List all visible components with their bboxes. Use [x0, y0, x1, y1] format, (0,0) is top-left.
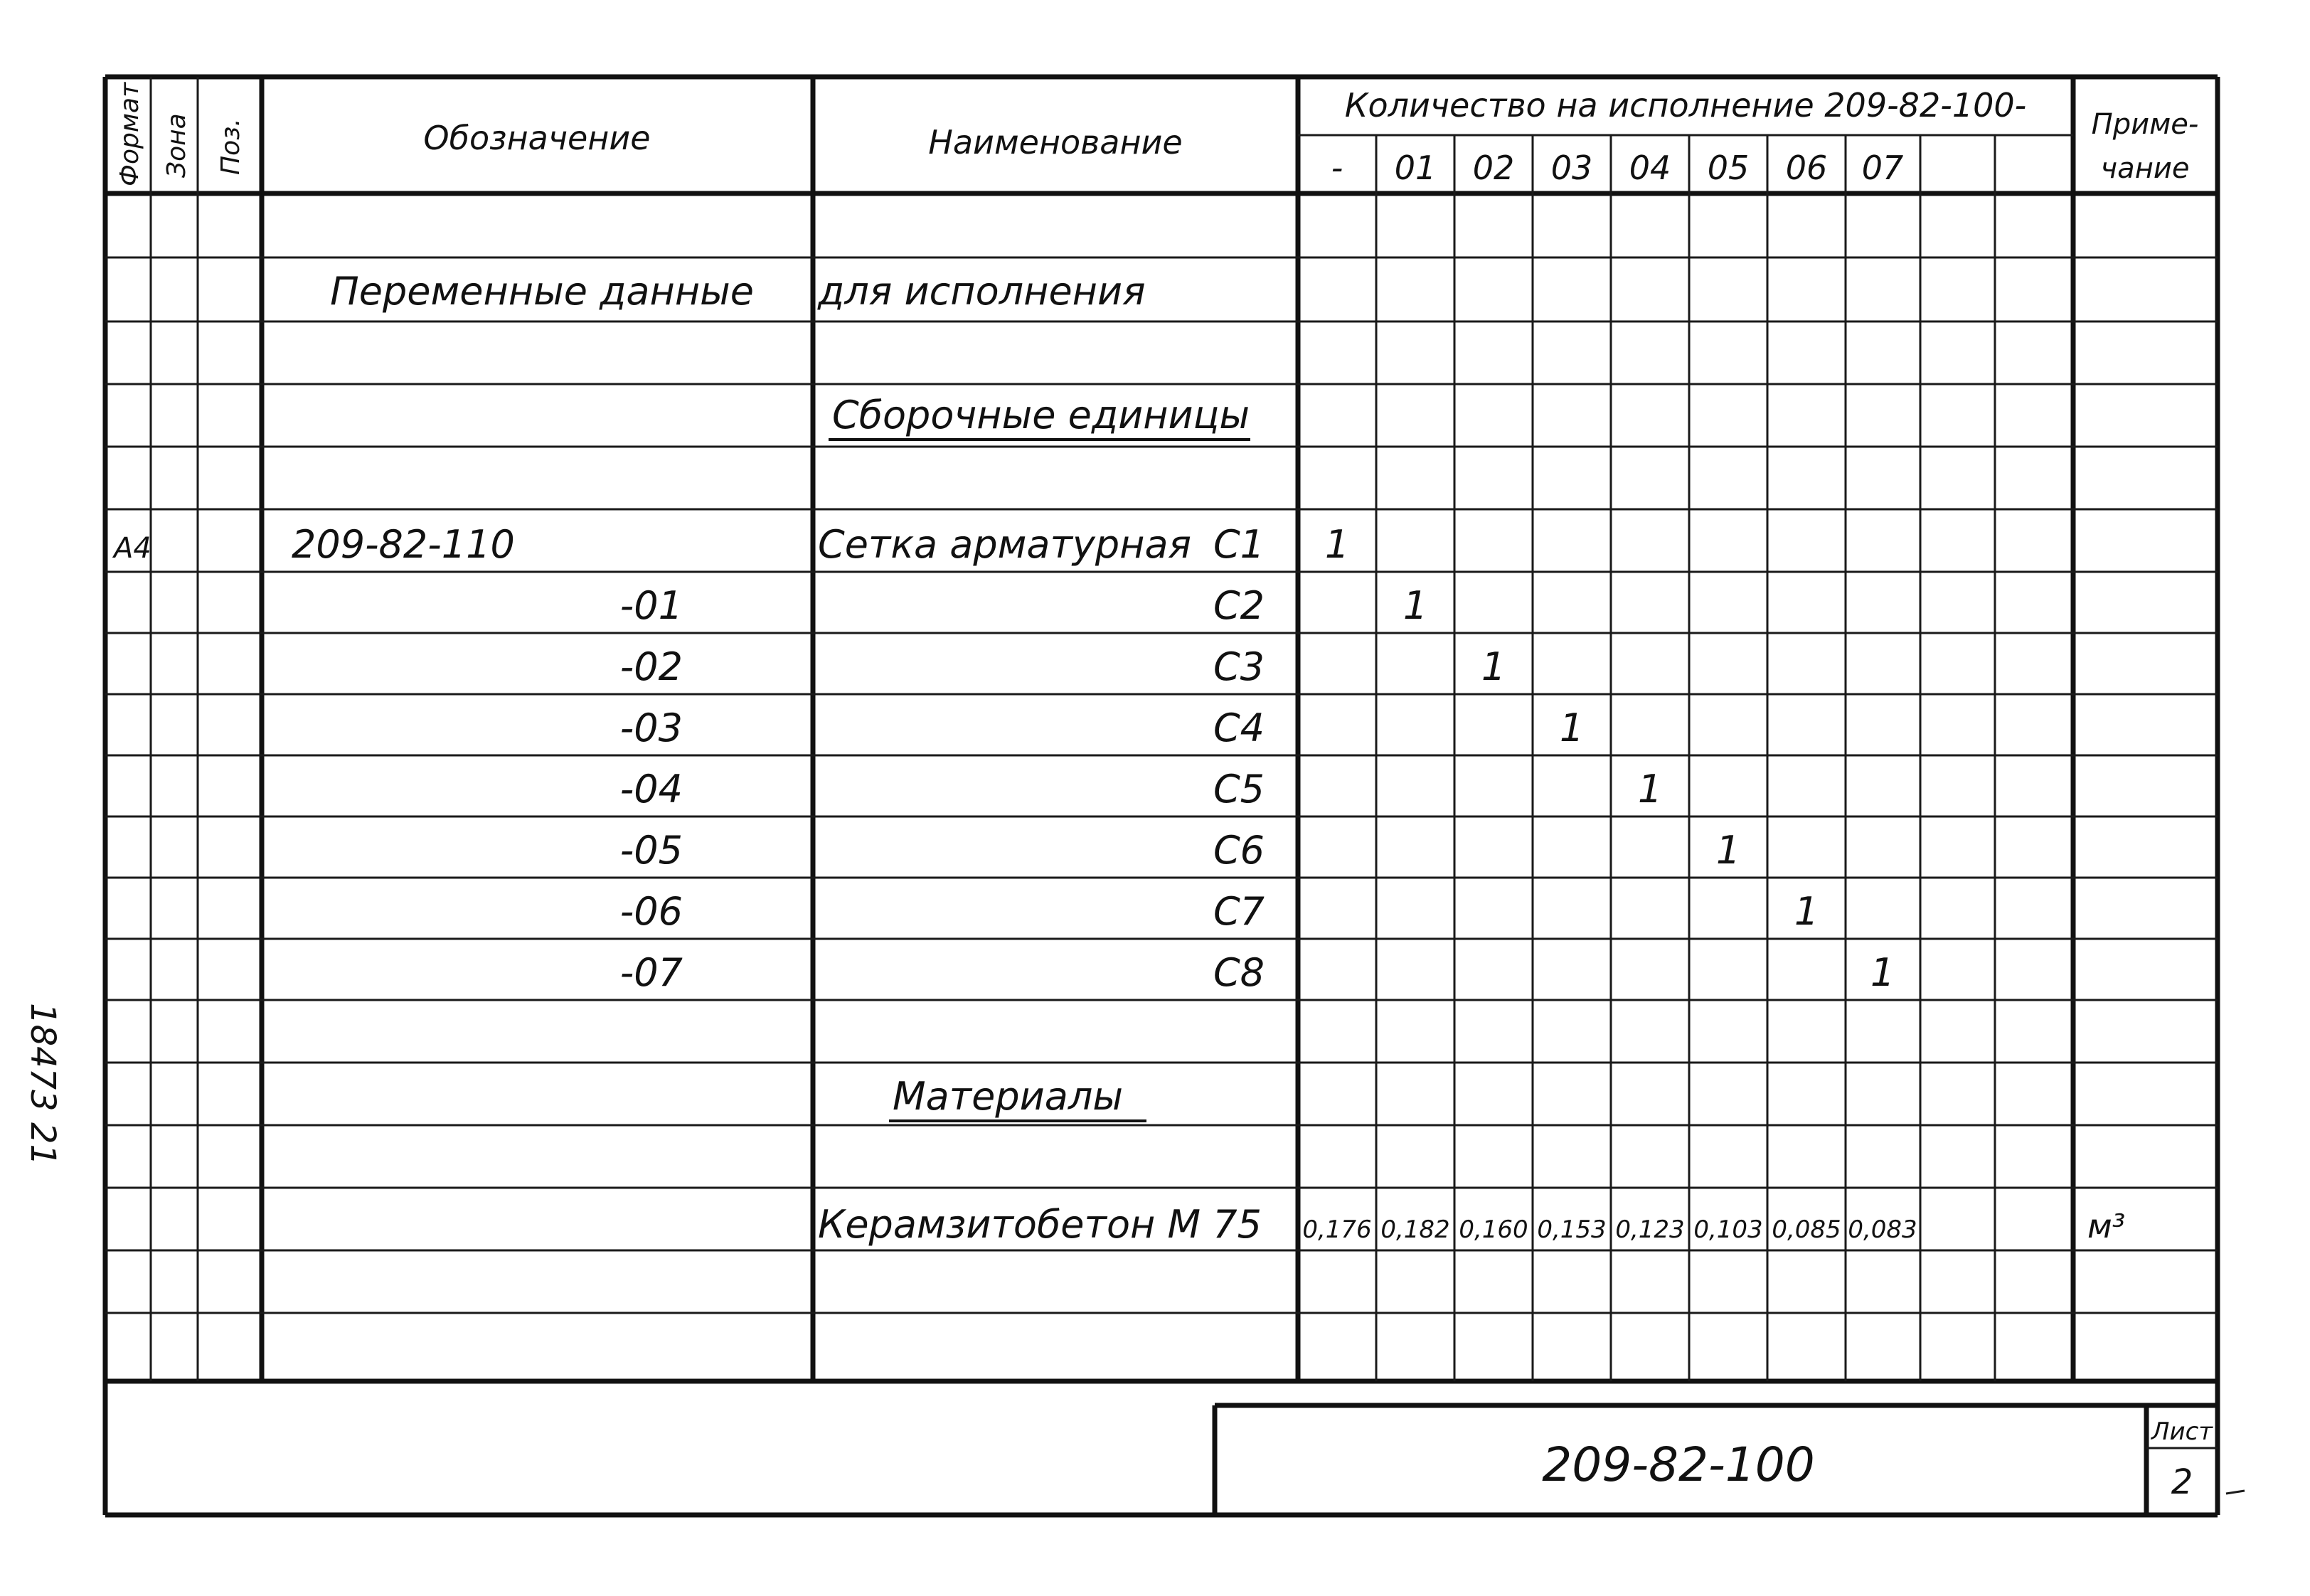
variable-data-left: Переменные данные [330, 269, 754, 314]
item-code: С2 [1213, 583, 1265, 628]
qty-col-7: 07 [1861, 149, 1904, 187]
item-quantity: 1 [1794, 889, 1819, 934]
item-code: С4 [1213, 706, 1265, 750]
item-code: С8 [1213, 950, 1265, 995]
document-number: 209-82-100 [1542, 1437, 1815, 1492]
item-code: С6 [1213, 828, 1265, 873]
qty-col-0: - [1331, 149, 1343, 187]
item-format: А4 [114, 532, 151, 565]
header-zone: Зона [162, 113, 191, 178]
header-designation: Обозначение [423, 119, 651, 157]
material-value: 0,083 [1848, 1215, 1917, 1244]
material-value: 0,085 [1772, 1215, 1841, 1244]
item-designation: -03 [619, 706, 683, 750]
header-quantity-title: Количество на исполнение 209-82-100- [1344, 86, 2027, 124]
item-designation: -07 [619, 950, 683, 995]
material-value: 0,153 [1537, 1215, 1607, 1244]
header-position: Поз. [216, 118, 245, 175]
section-assembly-units: Сборочные единицы [832, 393, 1250, 437]
qty-col-5: 05 [1707, 149, 1750, 187]
qty-col-3: 03 [1550, 149, 1593, 187]
sheet-label: Лист [2151, 1417, 2213, 1446]
variable-data-right: для исполнения [818, 269, 1146, 314]
material-value: 0,103 [1693, 1215, 1763, 1244]
qty-col-1: 01 [1394, 149, 1437, 187]
item-designation: -06 [619, 889, 683, 934]
material-name: Керамзитобетон М 75 [818, 1202, 1262, 1247]
material-value: 0,182 [1380, 1215, 1450, 1244]
item-code: С3 [1213, 644, 1265, 689]
item-designation: -04 [619, 767, 683, 812]
item-quantity: 1 [1637, 767, 1663, 812]
item-designation: -05 [619, 828, 683, 873]
item-designation: -01 [619, 583, 683, 628]
material-unit: м³ [2087, 1207, 2126, 1245]
item-quantity: 1 [1559, 706, 1585, 750]
header-note-2: чание [2100, 152, 2190, 185]
item-quantity: 1 [1481, 644, 1506, 689]
section-materials: Материалы [893, 1074, 1123, 1119]
header-name: Наименование [928, 123, 1183, 161]
item-designation: 209-82-110 [292, 522, 515, 567]
item-quantity: 1 [1324, 522, 1350, 567]
binding-tick [2226, 1491, 2245, 1494]
item-designation: -02 [619, 644, 683, 689]
material-row [818, 1202, 2125, 1247]
margin-note: 18473 21 [23, 1003, 63, 1166]
item-code: С7 [1213, 889, 1265, 934]
sheet-number: 2 [2171, 1462, 2193, 1502]
item-quantity: 1 [1715, 828, 1741, 873]
qty-col-2: 02 [1472, 149, 1515, 187]
item-code: С5 [1213, 767, 1265, 812]
material-value: 0,123 [1615, 1215, 1685, 1244]
item-quantity: 1 [1402, 583, 1428, 628]
item-quantity: 1 [1870, 950, 1895, 995]
qty-col-6: 06 [1785, 149, 1828, 187]
header-note-1: Приме- [2091, 108, 2199, 141]
header-qty-columns [1331, 149, 1904, 187]
material-value: 0,176 [1302, 1215, 1372, 1244]
item-rows [112, 522, 1895, 995]
item-code: С1 [1213, 522, 1265, 567]
title-block [1215, 1405, 2245, 1515]
material-value: 0,160 [1459, 1215, 1528, 1244]
item-name: Сетка арматурная [818, 522, 1192, 567]
qty-col-4: 04 [1629, 149, 1671, 187]
header-format: Формат [115, 82, 144, 186]
